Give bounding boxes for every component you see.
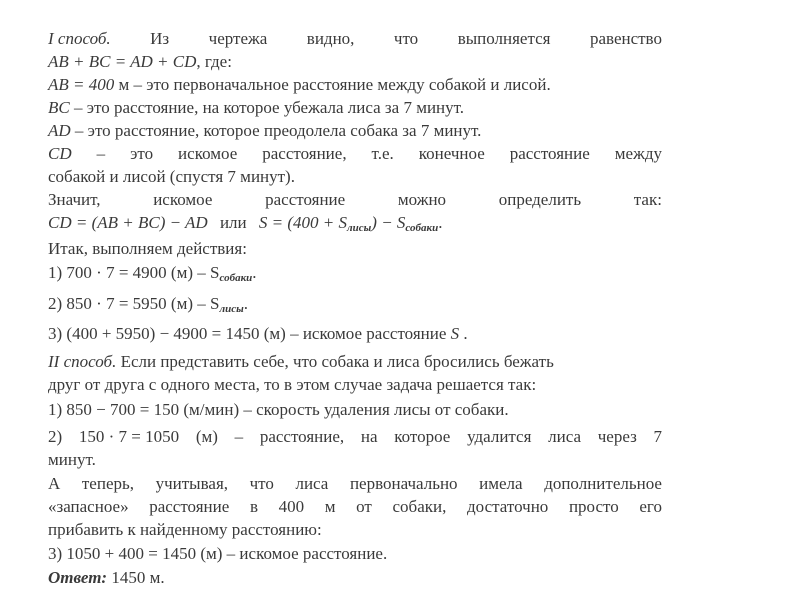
subscript: лисы	[347, 222, 372, 234]
equation: 3) (400 + 5950) − 4900 = 1450	[48, 324, 260, 343]
term: AB = 400	[48, 75, 115, 94]
word: через	[597, 427, 637, 446]
method2-step-2-cont: минут.	[48, 450, 96, 469]
term: BC	[48, 98, 70, 117]
subscript: собаки	[405, 222, 439, 234]
variable-s: S	[450, 324, 460, 343]
step-2	[48, 292, 662, 315]
word: искомое	[153, 190, 213, 209]
equation-line	[48, 50, 662, 73]
word: 7	[653, 427, 662, 446]
word: можно	[397, 190, 447, 209]
answer-value: 1450 м.	[107, 568, 165, 587]
word: А	[48, 474, 61, 493]
word: расстояние	[149, 497, 230, 516]
text: м – это первоначальное расстояние между собакой и лисой.	[114, 75, 551, 94]
word: т.е.	[371, 144, 394, 163]
method2-label: II способ.	[48, 352, 117, 371]
word: просто	[568, 497, 619, 516]
steps-intro: Итак, выполняем действия:	[48, 239, 247, 258]
equation: 150 · 7 = 1050	[78, 427, 180, 446]
method1-label: I способ.	[48, 29, 111, 48]
word: в	[249, 497, 258, 516]
term: CD	[48, 144, 72, 163]
method2-intro-cont: друг от друга с одного места, то в этом случае задача решается так:	[48, 375, 537, 394]
text: .	[252, 263, 257, 282]
method2-step-1	[48, 398, 662, 421]
word: на	[360, 427, 378, 446]
word: «запасное»	[48, 497, 129, 516]
word: лиса	[548, 427, 582, 446]
word: равенство	[589, 29, 662, 48]
method2-step-3	[48, 542, 662, 565]
text: или	[219, 213, 247, 232]
equation: 2) 850 · 7 = 5950	[48, 294, 167, 313]
word: между	[614, 144, 662, 163]
subscript: лисы	[219, 303, 244, 315]
step-3	[48, 322, 662, 345]
word: расстояние,	[262, 144, 347, 163]
text: .	[243, 294, 248, 313]
text: – это расстояние, которое преодолела собака за 7 минут.	[70, 121, 482, 140]
formula-cd: CD = (AB + BC) − AD	[48, 213, 208, 232]
method2-para-1	[48, 472, 662, 495]
definition-bc	[48, 96, 662, 119]
word: выполняется	[457, 29, 551, 48]
word: 2)	[48, 427, 63, 446]
word: имела	[479, 474, 523, 493]
word: видно,	[306, 29, 355, 48]
text: (м/мин) – скорость удаления лисы от собаки.	[179, 400, 509, 419]
text: – это расстояние, на которое убежала лиса за 7 минут.	[69, 98, 465, 117]
method2-para-2	[48, 495, 662, 518]
word: –	[234, 427, 244, 446]
answer-line	[48, 566, 662, 589]
word: чертежа	[208, 29, 268, 48]
word: первоначально	[349, 474, 458, 493]
text: .	[459, 324, 468, 343]
method1-intro-line	[48, 27, 662, 50]
formula-s-part: ) − S	[371, 213, 406, 232]
word: это	[130, 144, 154, 163]
text: (м) – S	[166, 263, 220, 282]
word: теперь,	[81, 474, 134, 493]
text: (м) – искомое расстояние.	[196, 544, 388, 563]
definition-ab	[48, 73, 662, 96]
word: расстояние,	[259, 427, 345, 446]
word: Из	[150, 29, 170, 48]
word: от	[356, 497, 372, 516]
text: (м) – S	[166, 294, 220, 313]
definition-cd	[48, 142, 662, 165]
equation: 1) 850 − 700 = 150	[48, 400, 180, 419]
word: искомое	[178, 144, 238, 163]
word: расстояние	[509, 144, 590, 163]
word: что	[249, 474, 274, 493]
word: м	[324, 497, 336, 516]
step-1	[48, 261, 662, 284]
text: Если представить себе, что собака и лиса бросились бежать	[116, 352, 554, 371]
word: удалится	[467, 427, 532, 446]
definition-cd-cont: собакой и лисой (спустя 7 минут).	[48, 167, 295, 186]
word: расстояние	[265, 190, 346, 209]
word: лиса	[295, 474, 329, 493]
word: –	[96, 144, 106, 163]
answer-label: Ответ:	[48, 568, 108, 587]
equation: 3) 1050 + 400 = 1450	[48, 544, 197, 563]
word: Значит,	[48, 190, 101, 209]
word: определить	[498, 190, 582, 209]
method2-intro	[48, 350, 662, 373]
term: AD	[48, 121, 71, 140]
definition-ad	[48, 119, 662, 142]
word: его	[639, 497, 662, 516]
word: конечное	[418, 144, 485, 163]
text: .	[438, 213, 443, 232]
word: что	[393, 29, 419, 48]
method2-para-3: прибавить к найденному расстоянию:	[48, 520, 322, 539]
text: (м) – искомое расстояние	[259, 324, 451, 343]
formula-line	[48, 211, 662, 234]
conclusion-line	[48, 188, 662, 211]
word: (м)	[195, 427, 218, 446]
word: которое	[394, 427, 451, 446]
word: так:	[633, 190, 662, 209]
word: дополнительное	[544, 474, 662, 493]
method2-step-2	[48, 425, 662, 448]
word: 400	[278, 497, 305, 516]
word: собаки,	[392, 497, 447, 516]
equation: 1) 700 · 7 = 4900	[48, 263, 167, 282]
word: достаточно	[467, 497, 549, 516]
main-equation: AB + BC = AD + CD	[48, 52, 197, 71]
word: учитывая,	[155, 474, 229, 493]
text: , где:	[196, 52, 232, 71]
subscript: собаки	[219, 272, 253, 284]
formula-s: S = (400 + S	[258, 213, 347, 232]
